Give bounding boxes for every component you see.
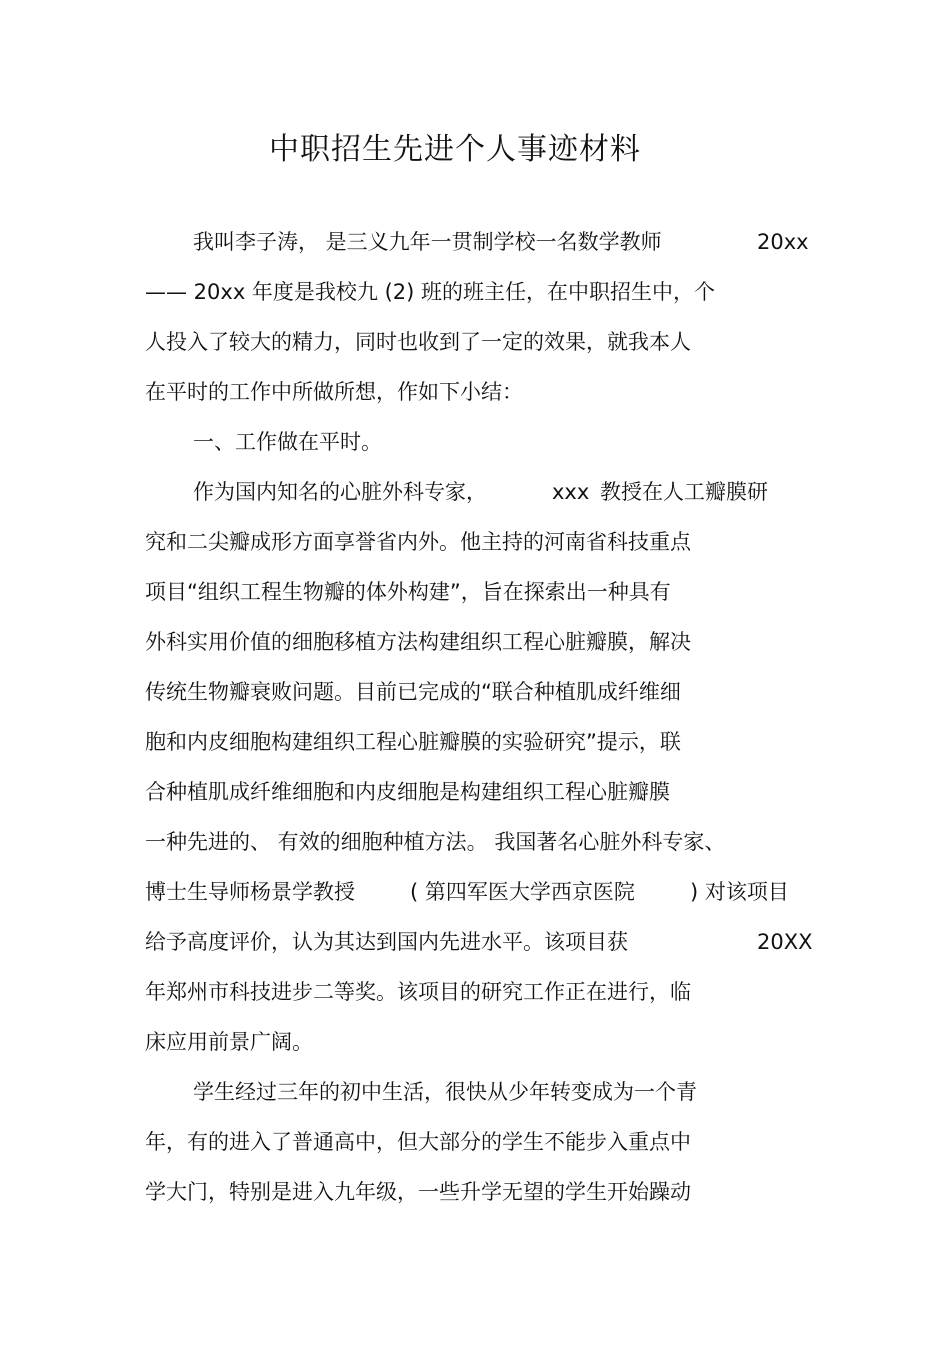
text-line: ) 对该项目 [690, 880, 789, 904]
page-title: 中职招生先进个人事迹材料 [269, 132, 641, 167]
text-line: 20XX [757, 930, 813, 954]
text-line: 究和二尖瓣成形方面享誉省内外。他主持的河南省科技重点 [145, 530, 691, 554]
text-line: 项目“组织工程生物瓣的体外构建”，旨在探索出一种具有 [145, 580, 671, 604]
text-line: 博士生导师杨景学教授 [145, 880, 355, 904]
text-line: ( 第四军医大学西京医院 [410, 880, 635, 904]
text-line: 年郑州市科技进步二等奖。该项目的研究工作正在进行，临 [145, 980, 691, 1004]
text-line: 学大门，特别是进入九年级，一些升学无望的学生开始躁动 [145, 1180, 691, 1204]
text-line: 我叫李子涛， 是三义九年一贯制学校一名数学教师 [193, 230, 662, 254]
text-line: 合种植肌成纤维细胞和内皮细胞是构建组织工程心脏瓣膜 [145, 780, 670, 804]
text-line: 给予高度评价，认为其达到国内先进水平。该项目获 [145, 930, 628, 954]
text-line: 一种先进的、 有效的细胞种植方法。 我国著名心脏外科专家、 [145, 830, 726, 854]
text-line: —— 20xx 年度是我校九 (2) 班的班主任，在中职招生中，个 [145, 280, 716, 304]
text-line: 作为国内知名的心脏外科专家， [193, 480, 487, 504]
text-line: 学生经过三年的初中生活，很快从少年转变成为一个青 [193, 1080, 697, 1104]
text-line: 20xx [757, 230, 809, 254]
text-line: 年，有的进入了普通高中，但大部分的学生不能步入重点中 [145, 1130, 691, 1154]
text-line: 床应用前景广阔。 [145, 1030, 313, 1054]
text-line: 教授在人工瓣膜研 [600, 480, 768, 504]
text-line: 传统生物瓣衰败问题。目前已完成的“联合种植肌成纤维细 [145, 680, 681, 704]
text-line: 外科实用价值的细胞移植方法构建组织工程心脏瓣膜，解决 [145, 630, 691, 654]
text-line: 在平时的工作中所做所想，作如下小结： [145, 380, 523, 404]
text-line: xxx [552, 480, 590, 504]
text-line: 胞和内皮细胞构建组织工程心脏瓣膜的实验研究”提示，联 [145, 730, 681, 754]
section-heading: 一、工作做在平时。 [193, 430, 382, 454]
text-line: 人投入了较大的精力，同时也收到了一定的效果，就我本人 [145, 330, 691, 354]
